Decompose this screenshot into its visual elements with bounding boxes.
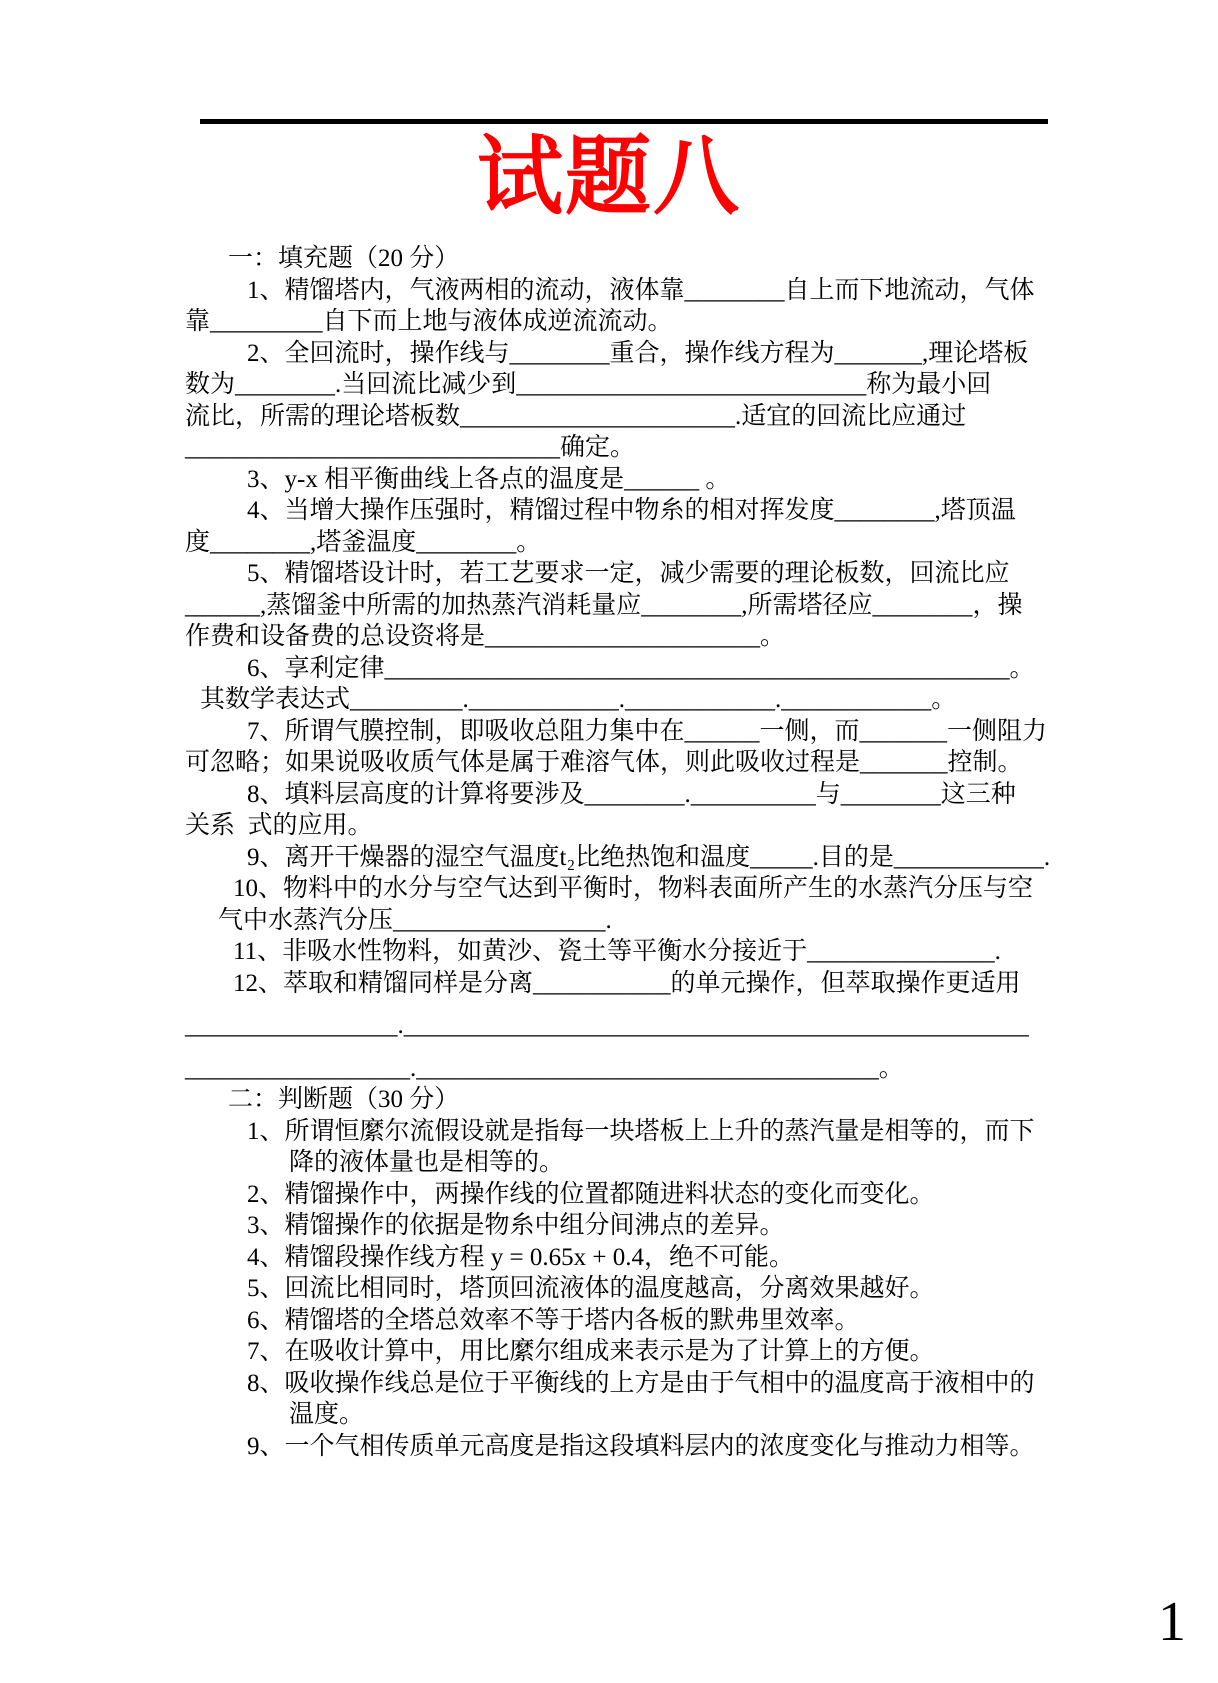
text-line: 6、享利定律__________________________________________________。 xyxy=(247,654,1035,682)
text-line: 气中水蒸汽分压_________________. xyxy=(218,906,612,934)
text-line: 5、精馏塔设计时，若工艺要求一定，减少需要的理论板数，回流比应 xyxy=(247,560,1010,587)
sections-container xyxy=(185,243,1051,1462)
text-line: 度________,塔釜温度________。 xyxy=(185,528,542,556)
text-line: 2、全回流时，操作线与________重合，操作线方程为_______,理论塔板 xyxy=(247,339,1029,367)
header-rule xyxy=(200,119,1048,124)
page-number: 1 xyxy=(1158,1591,1186,1653)
text-line: 作费和设备费的总设资将是______________________。 xyxy=(185,623,786,650)
text-line: 8、填料层高度的计算将要涉及________.__________与________这三种 xyxy=(247,780,1016,808)
text-line: 3、y-x 相平衡曲线上各点的温度是______ 。 xyxy=(247,465,731,493)
section-heading: 一：填充题（20 分） xyxy=(228,245,460,272)
text-line: 1、精馏塔内，气液两相的流动，液体靠________自上而下地流动，气体 xyxy=(247,276,1035,304)
text-line: 12、萃取和精馏同样是分离___________的单元操作，但萃取操作更适用 xyxy=(233,969,1021,997)
text-line: 11、非吸水性物料，如黄沙、瓷土等平衡水分接近于_______________. xyxy=(233,938,1001,965)
text-line: 4、精馏段操作线方程 y = 0.65x + 0.4，绝不可能。 xyxy=(247,1243,794,1271)
text-line: 6、精馏塔的全塔总效率不等于塔内各板的默弗里效率。 xyxy=(247,1306,860,1334)
text-line: 温度。 xyxy=(289,1401,365,1428)
text-line: 流比，所需的理论塔板数______________________.适宜的回流比应通过 xyxy=(185,402,967,430)
exam-body xyxy=(185,243,1051,1462)
text-line: 4、当增大操作压强时，精馏过程中物糸的相对挥发度________,塔顶温 xyxy=(247,497,1016,524)
text-line: 9、一个气相传质单元高度是指这段填料层内的浓度变化与推动力相等。 xyxy=(247,1432,1035,1460)
text-line: 7、在吸收计算中，用比縻尔组成来表示是为了计算上的方便。 xyxy=(247,1338,935,1365)
text-line: 可忽略；如果说吸收质气体是属于难溶气体，则此吸收过程是_______控制。 xyxy=(185,749,1023,776)
page-title: 试题八 xyxy=(477,129,741,225)
text-line: 3、精馏操作的依据是物糸中组分间沸点的差异。 xyxy=(247,1212,785,1239)
text-line: 7、所谓气膜控制，即吸收总阻力集中在______一侧，而_______一侧阻力 xyxy=(247,717,1048,745)
text-line: 2、精馏操作中，两操作线的位置都随进料状态的变化而变化。 xyxy=(247,1180,935,1208)
text-line: 靠_________自下而上地与液体成逆流流动。 xyxy=(185,308,673,335)
text-line: 8、吸收操作线总是位于平衡线的上方是由于气相中的温度高于液相中的 xyxy=(247,1369,1035,1397)
text-line: 10、物料中的水分与空气达到平衡时，物料表面所产生的水蒸汽分压与空 xyxy=(233,875,1034,902)
text-line: ______,蒸馏釜中所需的加热蒸汽消耗量应________,所需塔径应________，操 xyxy=(185,591,1023,619)
text-line: 9、离开干燥器的湿空气温度t₂比绝热饱和温度_____.目的是____________. xyxy=(247,843,1051,871)
text-line: 其数学表达式_________.____________.____________.____________。 xyxy=(200,686,957,713)
section-heading: 二：判断题（30 分） xyxy=(228,1086,460,1113)
text-line: _________________.__________________________________________________ xyxy=(185,1012,1029,1039)
text-line: 数为________.当回流比减少到____________________________称为最小回 xyxy=(185,371,992,398)
text-line: ______________________________确定。 xyxy=(185,434,636,461)
text-line: 1、所谓恒縻尔流假设就是指每一块塔板上上升的蒸汽量是相等的，而下 xyxy=(247,1117,1035,1145)
text-line: 降的液体量也是相等的。 xyxy=(289,1149,565,1176)
text-line: 5、回流比相同时，塔顶回流液体的温度越高，分离效果越好。 xyxy=(247,1275,935,1302)
text-line: __________________._____________________________________。 xyxy=(185,1054,904,1082)
text-line: 关系 式的应用。 xyxy=(185,812,373,839)
